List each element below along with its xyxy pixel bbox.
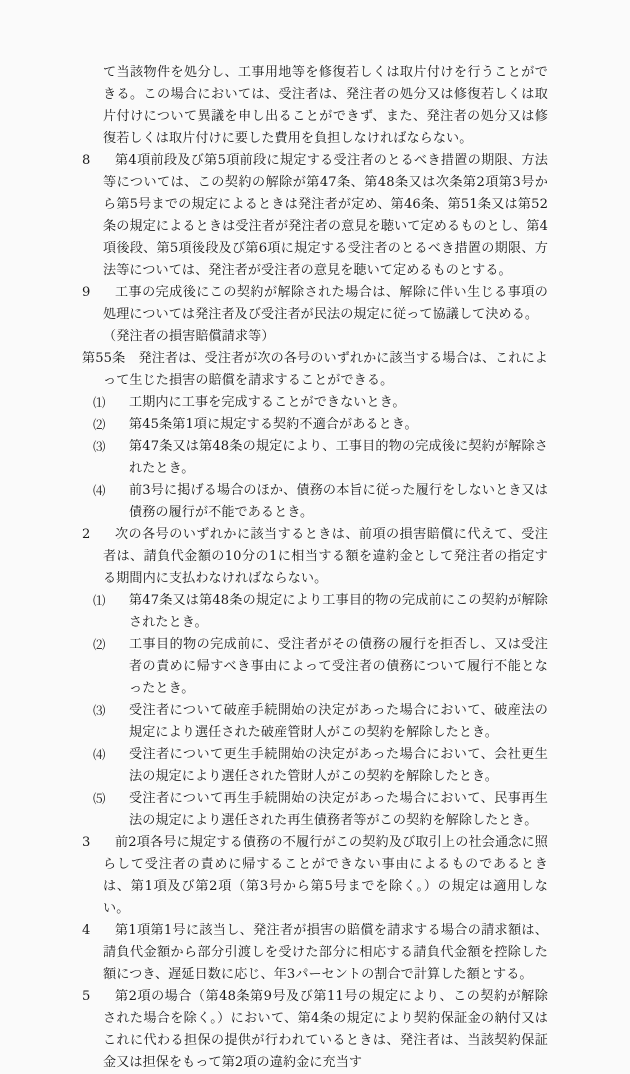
article-55-paragraph-2-number: 2 [82,527,91,542]
article-55-paragraph-3 [82,832,548,920]
paragraph-9-number: 9 [82,285,91,300]
paragraph-9 [82,282,548,326]
article-55-p2-item-1 [82,590,548,634]
article-55-p1-item-3 [82,436,548,480]
article-55-paragraph-2 [82,524,548,590]
article-55-paragraph-4-number: 4 [82,923,91,938]
article-55-p1-item-1-marker: ⑴ [93,395,106,410]
article-55-paragraph-1: 第55条 発注者は、受注者が次の各号のいずれかに該当する場合は、これによって生じた損害の賠償を請求することができる。 [82,351,548,388]
article-55-paragraph-5-text: 第2項の場合（第48条第9号及び第11号の規定により、この契約が解除された場合を除く。）において、第4条の規定により契約保証金の納付又はこれに代わる担保の提供が行われているときは、発注者は、当該契約保証金又は担保をもって第2項の違約金に充当す [103,989,548,1070]
article-55-p2-item-2 [82,634,548,700]
article-55-paragraph-4-text: 第1項第1号に該当し、発注者が損害の賠償を請求する場合の請求額は、請負代金額から部分引渡しを受けた部分に相応する請負代金額を控除した額につき、遅延日数に応じ、年3パーセントの割合で計算した額とする。 [103,923,548,982]
article-55-paragraph-5-number: 5 [82,989,91,1004]
article-55-p2-item-3-marker: ⑶ [93,703,106,718]
article-55-p2-item-4-marker: ⑷ [93,747,106,762]
article-55-p2-item-1-text: 第47条又は第48条の規定により工事目的物の完成前にこの契約が解除されたとき。 [129,593,548,630]
paragraph-7-continued: て当該物件を処分し、工事用地等を修復若しくは取片付けを行うことができる。この場合においては、受注者は、発注者の処分又は修復若しくは取片付けについて異議を申し出ることができず、また、発注者の処分又は修復若しくは取片付けに要した費用を負担しなければならない。 [103,65,548,146]
paragraph-8-text: 第4項前段及び第5項前段に規定する受注者のとるべき措置の期限、方法等については、この契約の解除が第47条、第48条又は次条第2項第3号から第5号までの規定によるときは発注者が定め、第46条、第51条又は第52条の規定によるときは受注者が発注者の意見を聴いて定めるものとし、第4項後段、第5項後段及び第6項に規定する受注者のとるべき措置の期限、方法等については、発注者が受注者の意見を聴いて定めるものとする。 [103,153,548,278]
article-55-paragraph-5 [82,986,548,1074]
article-55-p2-item-5-marker: ⑸ [93,791,106,806]
article-55-p2-item-3 [82,700,548,744]
article-55-paragraph-4 [82,920,548,986]
paragraph-8-number: 8 [82,153,91,168]
article-55-p1-item-4 [82,480,548,524]
article-55-p1-item-3-text: 第47条又は第48条の規定により、工事目的物の完成後に契約が解除されたとき。 [129,439,548,476]
article-55-p1-item-4-marker: ⑷ [93,483,106,498]
article-55-paragraph-3-text: 前2項各号に規定する債務の不履行がこの契約及び取引上の社会通念に照らして受注者の責めに帰することができない事由によるものであるときは、第1項及び第2項（第3号から第5号までを除く。）の規定は適用しない。 [103,835,548,916]
article-55-p2-item-2-marker: ⑵ [93,637,106,652]
paragraph-9-text: 工事の完成後にこの契約が解除された場合は、解除に伴い生じる事項の処理については発注者及び受注者が民法の規定に従って協議して決める。 [103,285,548,322]
article-55-p1-item-2-marker: ⑵ [93,417,106,432]
article-55-p1-item-1 [82,392,548,414]
section-title-article-55: （発注者の損害賠償請求等） [103,329,275,344]
article-55-p2-item-2-text: 工事目的物の完成前に、受注者がその債務の履行を拒否し、又は受注者の責めに帰すべき事由によって受注者の債務について履行不能となったとき。 [129,637,548,696]
article-55-paragraph-2-text: 次の各号のいずれかに該当するときは、前項の損害賠償に代えて、受注者は、請負代金額の10分の1に相当する額を違約金として発注者の指定する期間内に支払わなければならない。 [103,527,548,586]
article-55-p2-item-5-text: 受注者について再生手続開始の決定があった場合において、民事再生法の規定により選任された再生債務者等がこの契約を解除したとき。 [129,791,548,828]
article-55-p1-item-2-text: 第45条第1項に規定する契約不適合があるとき。 [129,417,418,432]
article-55-p2-item-5 [82,788,548,832]
article-55-p2-item-1-marker: ⑴ [93,593,106,608]
article-55-p1-item-4-text: 前3号に掲げる場合のほか、債務の本旨に従った履行をしないとき又は債務の履行が不能であるとき。 [129,483,548,520]
article-55-paragraph-3-number: 3 [82,835,91,850]
article-55-p2-item-4 [82,744,548,788]
article-55-p2-item-3-text: 受注者について破産手続開始の決定があった場合において、破産法の規定により選任された破産管財人がこの契約を解除したとき。 [129,703,548,740]
article-55-p1-item-2 [82,414,548,436]
document-body [82,62,548,1074]
paragraph-8 [82,150,548,282]
article-55-p1-item-1-text: 工期内に工事を完成することができないとき。 [129,395,406,410]
article-55-p1-item-3-marker: ⑶ [93,439,106,454]
article-55-p2-item-4-text: 受注者について更生手続開始の決定があった場合において、会社更生法の規定により選任された管財人がこの契約を解除したとき。 [129,747,548,784]
